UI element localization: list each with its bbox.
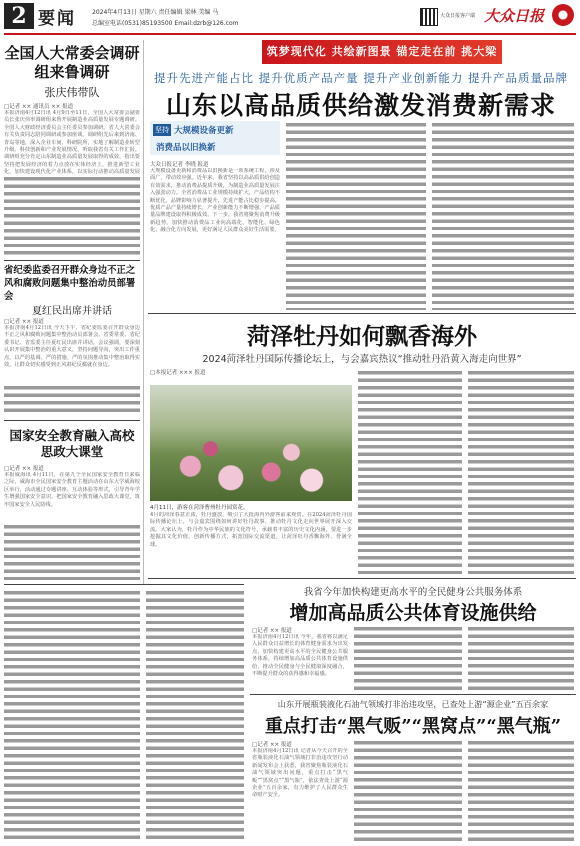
divider (4, 584, 244, 585)
box-label: 坚持 (155, 126, 169, 134)
newspaper-logo: 大众日报 (484, 7, 545, 25)
gas-headline: 重点打击“黑气贩”“黑窝点”“黑气瓶” (264, 716, 562, 737)
story2-body: 本报济南4月12日讯 今天下午，省纪委监委召开群众身边不正之风和腐败问题集中整治动员部署会。省委常委、省纪委书记、省监委主任夏红民出席并讲话。会议强调，要深刻认识开展集中整治的重大意义，坚持问题导向，突出工作重点，以严的基调、严的措施、严的氛围推动集中整治取得实效，让群众切实感受到正风肃纪反腐就在身边。 (4, 325, 140, 369)
sports-byline: □记者 ×× 报道 (252, 628, 292, 634)
gas-body: 本报济南4月12日讯 记者从今天召开的全省瓶装液化石油气领域打非治违攻坚行动新闻发布会上获悉，我省聚焦瓶装液化石油气领域突出问题，重点打击“黑气贩”“黑窝点”“黑气瓶”，依法查处上游“源企业”五百余家，有力维护了人民群众生命财产安全。 (252, 748, 348, 799)
story1-byline: □记者 ×× 通讯员 ×× 报道 (4, 104, 74, 110)
story2-body-continued (4, 385, 140, 415)
main-subhead: 提升先进产能占比 提升优质产品产量 提升产业创新能力 提升产品质量品牌 (154, 71, 568, 85)
box-title: 大规模设备更新 (174, 126, 234, 136)
story2-byline: □记者 ×× 报道 (4, 319, 44, 325)
story1-body-continued (4, 176, 140, 256)
sports-headline: 增加高品质公共体育设施供给 (289, 602, 537, 624)
peony-body: 4月的菏泽春意正浓，牡丹盛放，吸引了大批海内外游客前来观赏。在2024菏泽牡丹国际传播论坛上，与会嘉宾围绕如何讲好牡丹故事、推动牡丹文化走向世界展开深入交流。大家认为，牡丹作为中华民族的文化符号，承载着丰富的历史文化内涵，要进一步挖掘其文化价值，创新传播方式，拓宽国际交流渠道，让菏泽牡丹香飘海外、誉满全球。 (150, 512, 352, 548)
peony-subline: 2024菏泽牡丹国际传播论坛上，与会嘉宾热议“推动牡丹沿黄入海走向世界” (202, 354, 522, 365)
main-body-continued (432, 122, 574, 310)
gas-body-continued (468, 740, 574, 842)
special-column-box (150, 121, 280, 155)
date-line: 2024年4月13日 星期六 责任编辑 梁林 美编 马 (92, 9, 219, 16)
column-divider (143, 40, 144, 584)
peony-headline: 菏泽牡丹如何飘香海外 (247, 323, 477, 350)
page-number: 2 (4, 3, 34, 29)
qr-caption: 大众日报客户端 (440, 13, 476, 19)
theme-banner: 筑梦现代化 共绘新图景 锚定走在前 挑大梁 (262, 40, 502, 64)
story3-body-continued (4, 524, 140, 580)
peony-body-continued (468, 370, 574, 574)
photo-caption: 4月11日，游客在菏泽曹州牡丹园赏花。 (150, 505, 249, 511)
story3-headline: 国家安全教育融入高校思政大课堂 (9, 428, 135, 459)
main-body-continued (286, 122, 426, 310)
story2-subline: 夏红民出席并讲话 (32, 306, 112, 317)
section-title: 要闻 (38, 9, 76, 29)
sports-kicker: 我省今年加快构建更高水平的全民健身公共服务体系 (303, 587, 523, 598)
divider (4, 260, 140, 261)
sports-body-continued (468, 626, 574, 690)
story1-subline: 张庆伟带队 (44, 86, 100, 99)
story3-byline: □记者 ×× 报道 (4, 466, 44, 472)
left-continued-text (4, 590, 140, 842)
qr-code-icon (420, 8, 438, 26)
box-subtitle: 消费品以旧换新 (156, 143, 216, 153)
left-continued-text (146, 590, 244, 842)
main-byline: 大众日报记者 李晓 报道 (150, 162, 209, 168)
story2-headline: 省纪委监委召开群众身边不正之风和腐败问题集中整治动员部署会 (4, 265, 136, 302)
divider (148, 313, 576, 314)
gas-byline: □记者 ×× 报道 (252, 742, 292, 748)
divider (4, 420, 140, 421)
divider (250, 694, 576, 695)
peony-byline: □本报记者 ××× 报道 (150, 370, 206, 376)
divider (148, 578, 576, 579)
peony-body-continued (358, 370, 462, 574)
gas-kicker: 山东开展瓶装液化石油气领域打非治违攻坚，已查处上游“源企业”五百余家 (277, 699, 549, 709)
sports-body-continued (354, 626, 462, 690)
story1-body: 本报济南4月12日讯 4月9日至11日，全国人大常委会副委员长张庆伟率调研组来鲁开展制造业高质量发展专题调研。全国人大财政经济委员会主任委员参加调研。省人大常委会有关负责同志陪同调研或参加座谈。调研组先后来到济南、青岛等地，深入企业车间、科研院所，实地了解制造业转型升级、科技创新和产业发展情况，听取我省有关工作汇报。调研组充分肯定山东制造业高质量发展取得的成效，指出要坚持把发展经济的着力点放在实体经济上，推进新型工业化，加快建设现代化产业体系，以实际行动推动高质量发展 (4, 110, 140, 176)
main-headline: 山东以高品质供给激发消费新需求 (165, 91, 556, 120)
emblem-icon (552, 4, 574, 26)
contact-line: 总编室电话(0531)85193500 Email:dzrb@126.com (92, 20, 239, 27)
header-rule (4, 33, 576, 35)
main-body: 大规模设备更新和消费品以旧换新是一项系统工程，涉及面广、带动效应强。近年来，我省坚持以高品质供给创造有效需求，推动消费品提质升级，为制造业高质量发展注入强劲动力。全省消费品工业规模持续扩大，产品结构不断优化，品牌影响力显著提升，先进产能占比稳步提高，优质产品产量持续增长，产业创新能力不断增强，产品质量品牌建设取得积极成效。下一步，我省将聚焦消费升级新趋势，加快推动消费品工业向高端化、智能化、绿色化、融合化方向发展，更好满足人民群众美好生活需要。 (150, 168, 280, 234)
sports-body: 本报济南4月12日讯 今年，我省将以满足人民群众日益增长的体育健身需求为出发点，加快构建更高水平的全民健身公共服务体系，持续增加高品质公共体育设施供给，推动全民健身与全民健康深度融合，不断提升群众的获得感和幸福感。 (252, 634, 348, 678)
gas-body-continued (354, 740, 462, 842)
peony-garden-photo (150, 385, 352, 501)
story1-headline: 全国人大常委会调研组来鲁调研 (4, 44, 140, 81)
story3-body: 本报威海讯 4月11日，在第九个全民国家安全教育日来临之际，威海市全民国家安全教育主题活动在山东大学威海校区举行，活动通过专题讲座、互动体验等形式，引导青年学生增强国家安全意识，把国家安全教育融入思政大课堂，筑牢国家安全人民防线。 (4, 472, 140, 508)
